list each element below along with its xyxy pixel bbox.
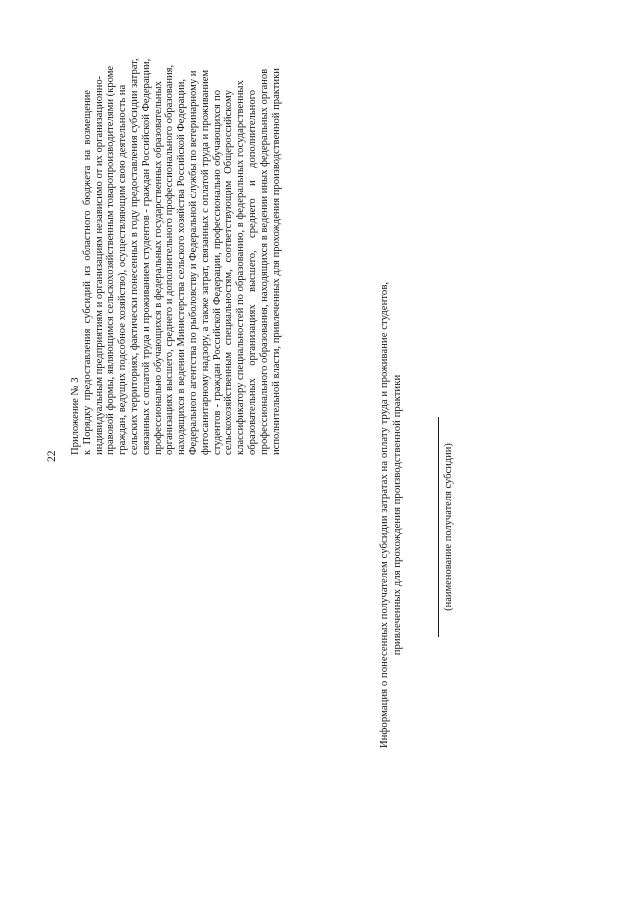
appendix-heading: Приложение № 3 <box>70 377 81 455</box>
title-line: Информация о понесенных получателем субсидии затратах на оплату труда и проживание студентов, <box>378 281 390 749</box>
title-line: привлеченных для прохождения производственной практики <box>390 374 403 656</box>
appendix-line: профессионального образования, находящихся в ведении иных федеральных органов <box>258 68 270 455</box>
signature-line <box>438 417 439 637</box>
appendix-line: профессионально обучающихся в федеральных государственных образовательных <box>152 81 164 455</box>
appendix-line: находящихся в ведении Министерства сельского хозяйства Российской Федерации, <box>176 78 188 455</box>
appendix-line: к Порядку предоставления субсидий из областного бюджета на возмещение <box>81 90 93 455</box>
appendix-line: правовой формы, являющимся сельскохозяйственным товаропроизводителями (кроме <box>105 65 117 455</box>
appendix-line: связанных с оплатой труда и проживанием студентов - граждан Российской Федерации, <box>140 58 152 455</box>
appendix-line: граждан, ведущих подсобное хозяйство), осуществляющим свою деятельность на <box>117 84 129 455</box>
appendix-line: Федерального агентства по рыболовству и Федеральной службы по ветеринарному и <box>187 70 199 455</box>
appendix-line: исполнительной власти, привлеченных для прохождения производственной практики <box>270 68 282 455</box>
appendix-line: организациях высшего, среднего и дополнительного профессионального образования, <box>164 64 176 455</box>
recipient-field <box>426 417 466 637</box>
appendix-line: фитосанитарному надзору, а также затрат, связанных с оплатой труда и проживанием <box>199 69 211 455</box>
appendix-line: классификатору специальностей по образованию, в федеральных государственных <box>235 80 247 455</box>
page-number: 22 <box>46 450 58 462</box>
appendix-line: сельских территориях, фактически понесенных в году предоставления субсидии затрат, <box>128 58 140 455</box>
appendix-block <box>70 58 282 455</box>
appendix-line: студентов - граждан Российской Федерации, профессионально обучающихся по <box>211 90 223 455</box>
document-title <box>378 185 403 845</box>
appendix-line: образовательных организациях высшего, среднего и дополнительного <box>246 90 258 455</box>
appendix-line: индивидуальным предприятиям и организациям независимо от их организационно- <box>93 75 105 455</box>
appendix-line: сельскохозяйственным специальностям, соответствующим Общероссийскому <box>223 90 235 455</box>
recipient-caption: (наименование получателя субсидии) <box>443 443 454 611</box>
